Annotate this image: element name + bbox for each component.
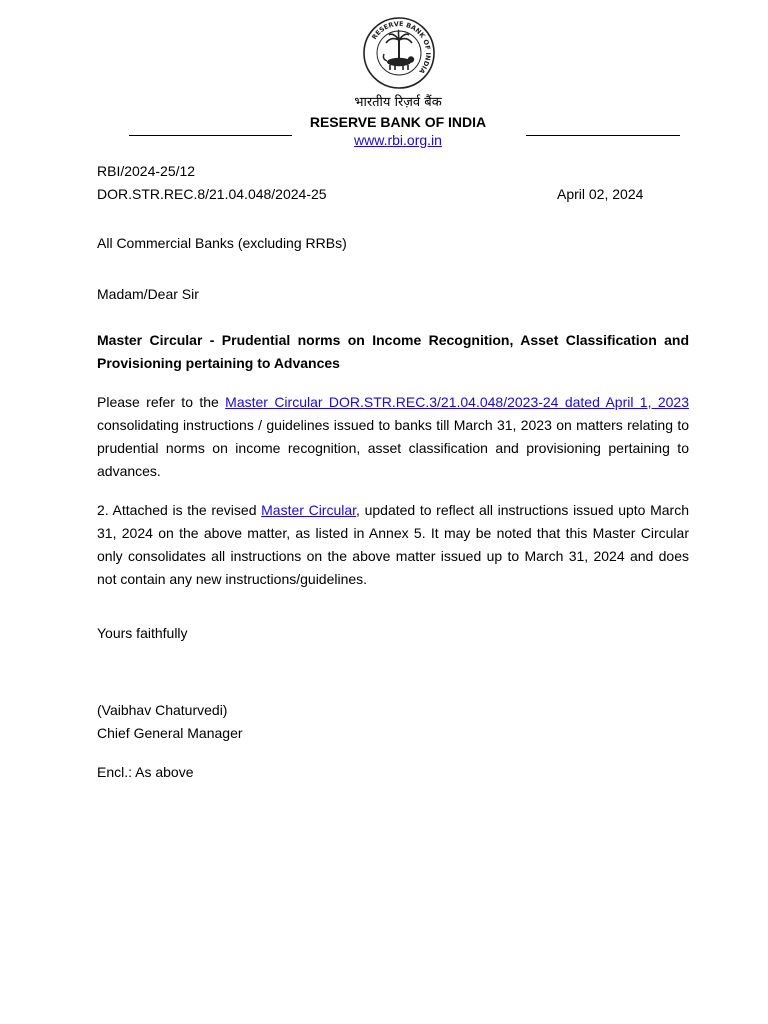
closing-line: Yours faithfully xyxy=(97,625,188,641)
paragraph-1 xyxy=(97,391,689,483)
paragraph-1-rest: consolidating instructions / guidelines issued to banks till March 31, 2023 on matters relating to prudential norms on income recognition, asset classification and provisioning pertaining to advances. xyxy=(97,417,689,479)
signatory-designation: Chief General Manager xyxy=(97,725,243,741)
dor-reference-number: DOR.STR.REC.8/21.04.048/2024-25 xyxy=(97,186,327,202)
svg-text:RESERVE BANK OF INDIA: RESERVE BANK OF INDIA xyxy=(370,19,433,76)
bank-name-english: RESERVE BANK OF INDIA xyxy=(309,114,487,130)
rbi-seal-logo xyxy=(362,16,436,90)
subject-heading: Master Circular - Prudential norms on Income Recognition, Asset Classification and Provisioning pertaining to Advances xyxy=(97,332,689,371)
paragraph-2-rest: , updated to reflect all instructions issued upto March 31, 2024 on the above matter, as listed in Annex 5. It may be noted that this Master Circular only consolidates all instructions on the above matter issued up to March 31, 2024 and does not contain any new instructions/guidelines. xyxy=(97,502,689,587)
bank-name-hindi: भारतीय रिज़र्व बैंक xyxy=(354,95,442,110)
circular-date: April 02, 2024 xyxy=(557,186,644,202)
enclosure-note: Encl.: As above xyxy=(97,764,194,780)
paragraph-2 xyxy=(97,499,689,591)
rbi-reference-number: RBI/2024-25/12 xyxy=(97,163,196,179)
revised-master-circular-link[interactable]: Master Circular xyxy=(261,502,357,518)
website-link[interactable]: www.rbi.org.in xyxy=(354,132,442,148)
salutation: Madam/Dear Sir xyxy=(97,286,199,302)
previous-master-circular-link[interactable]: Master Circular DOR.STR.REC.3/21.04.048/2023-24 dated April 1, 2023 xyxy=(225,394,689,410)
signatory-name: (Vaibhav Chaturvedi) xyxy=(97,702,228,718)
paragraph-1-lead: Please refer to the xyxy=(97,394,226,410)
paragraph-2-lead: 2. Attached is the revised xyxy=(97,502,262,518)
addressee: All Commercial Banks (excluding RRBs) xyxy=(97,235,347,251)
